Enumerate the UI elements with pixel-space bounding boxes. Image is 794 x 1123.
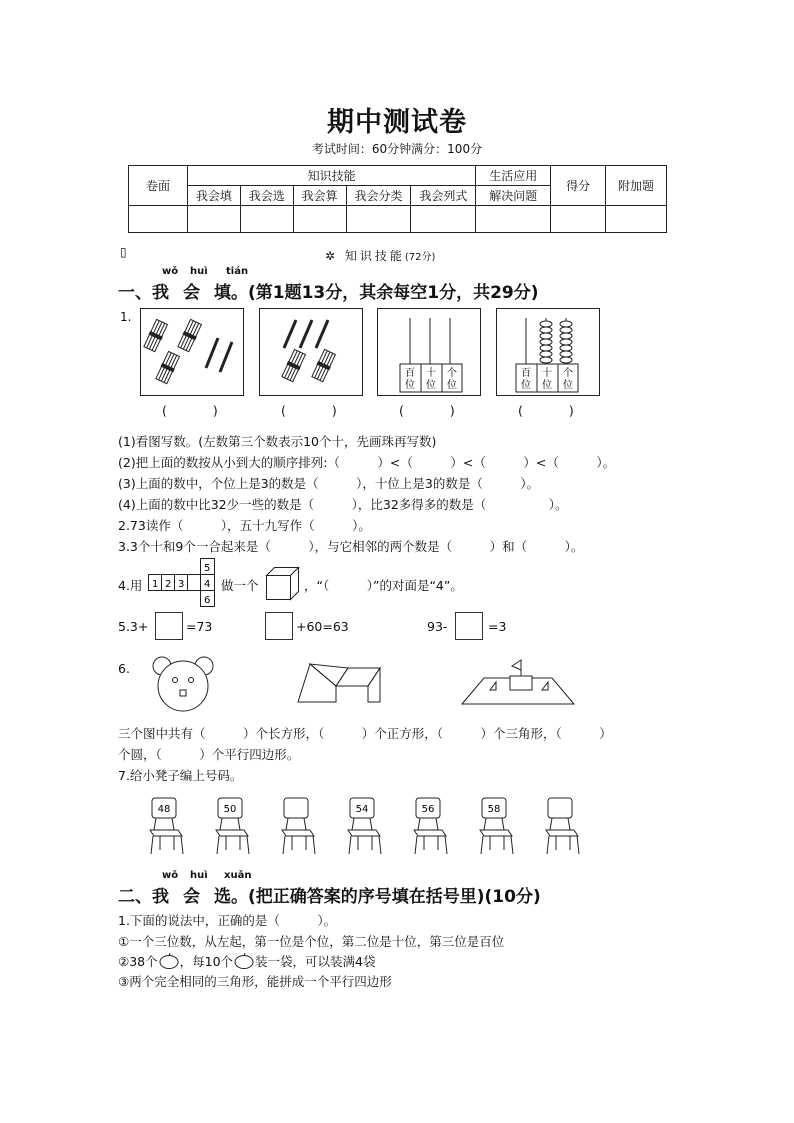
chair-number: 54: [355, 804, 369, 815]
cell-juanmian: 卷面: [129, 166, 188, 206]
abacus-label: 百: [521, 368, 531, 379]
cube-icon: [265, 566, 301, 602]
q6-line-2: 个圆，（ ）个平行四边形。: [118, 747, 300, 762]
abacus-beads: [540, 321, 572, 363]
net-face: 1: [152, 579, 159, 590]
cell-sub-5: 我会列式: [411, 186, 476, 206]
cell-zhishi: 知识技能: [187, 166, 475, 186]
stick-bundle-icon: [311, 349, 336, 382]
heading-char: 会: [183, 283, 200, 303]
q5-text: +60=63: [296, 619, 349, 634]
cell-sub-3: 我会算: [293, 186, 346, 206]
score-cell[interactable]: [240, 206, 293, 233]
answer-box[interactable]: [455, 612, 483, 640]
q4-mid: 做一个: [221, 578, 259, 593]
pinyin: huì: [190, 266, 208, 277]
star-icon: ✲: [325, 249, 339, 263]
q1-pictures: [140, 308, 602, 400]
question-number: 6.: [118, 661, 130, 676]
score-cell[interactable]: [129, 206, 188, 233]
abacus-label: 十: [426, 368, 436, 379]
q4-suffix: ，“（ ）”的对面是“4”。: [304, 578, 463, 593]
q4-prefix: 4.用: [118, 578, 143, 593]
section-heading-2: [118, 882, 541, 907]
abacus-label: 百: [405, 368, 415, 379]
option-part: 装一袋，可以装满4袋: [255, 954, 376, 969]
cell-defen: 得分: [551, 166, 606, 206]
answer-blank[interactable]: ( ): [518, 403, 574, 418]
marker-glyph: ▯: [120, 245, 127, 259]
score-cell[interactable]: [346, 206, 411, 233]
stick-icon: [206, 338, 232, 372]
stick-bundle-icon: [177, 319, 202, 352]
q5-text: =73: [186, 619, 213, 634]
answer-blank[interactable]: ( ): [399, 403, 455, 418]
cell-sub-1: 我会填: [187, 186, 240, 206]
pinyin: wǒ: [162, 870, 179, 881]
score-cell[interactable]: [476, 206, 551, 233]
answer-box[interactable]: [265, 612, 293, 640]
banner-label: 知识技能: [344, 249, 405, 263]
heading-prefix: 一、: [118, 283, 152, 303]
heading-prefix: 二、: [118, 887, 152, 907]
score-cell[interactable]: [551, 206, 606, 233]
heading-char: 会: [183, 887, 200, 907]
answer-blank[interactable]: ( ): [281, 403, 337, 418]
section-banner: [325, 247, 435, 264]
score-table: [128, 165, 667, 233]
question-text: 2.73读作（ ），五十九写作（ ）。: [118, 518, 371, 533]
answer-blank[interactable]: ( ): [162, 403, 218, 418]
heading-suffix: 。(把正确答案的序号填在括号里)(10分): [231, 887, 541, 907]
chair-number: 48: [157, 804, 171, 815]
abacus-label: 位: [447, 380, 457, 391]
boat-shape-icon: [460, 656, 578, 708]
q5-text: =3: [488, 619, 507, 634]
net-face: 2: [165, 579, 172, 590]
question-text: (3)上面的数中，个位上是3的数是（ ），十位上是3的数是（ ）。: [118, 476, 540, 491]
question-text: (4)上面的数中比32少一些的数是（ ），比32多得多的数是（ ）。: [118, 497, 568, 512]
chair-number: 58: [487, 804, 501, 815]
pinyin: xuǎn: [224, 870, 252, 881]
chair-icon: [546, 798, 579, 854]
pinyin: huì: [190, 870, 208, 881]
pinyin: tián: [226, 266, 249, 277]
abacus-label: 位: [426, 380, 436, 391]
cell-sub-4: 我会分类: [346, 186, 411, 206]
abacus-label: 十: [542, 368, 552, 379]
chair-number: 56: [421, 804, 435, 815]
answer-box[interactable]: [155, 612, 183, 640]
exam-info: 考试时间：60分钟满分：100分: [311, 142, 483, 156]
abacus-label: 位: [542, 380, 552, 391]
q6-line-1: 三个图中共有（ ）个长方形，（ ）个正方形，（ ）个三角形，（ ）: [118, 726, 612, 741]
heading-char: 我: [152, 887, 169, 907]
chair-icon: [282, 798, 315, 854]
option-text: ①一个三位数，从左起，第一位是个位，第二位是十位，第三位是百位: [118, 934, 505, 949]
section-heading-1: [118, 278, 539, 303]
q7-text: 7.给小凳子编上号码。: [118, 768, 243, 783]
option-part: ，每10个: [179, 954, 234, 969]
net-face: 5: [204, 563, 211, 574]
question-text: (1)看图写数。(左数第三个数表示10个十，先画珠再写数): [118, 434, 437, 449]
question-text: (2)把上面的数按从小到大的顺序排列:（ ）<（ ）<（ ）<（ ）。: [118, 455, 616, 470]
net-face: 6: [204, 595, 211, 606]
stick-bundle-icon: [143, 319, 168, 352]
option-text: [118, 952, 376, 970]
heading-suffix: 。(第1题13分，其余每空1分，共29分): [231, 283, 539, 303]
cell-shenghuo: 生活应用: [476, 166, 551, 186]
abacus-label: 个: [447, 368, 457, 379]
page-title: 期中测试卷: [327, 107, 467, 138]
abacus-label: 位: [563, 380, 573, 391]
cell-sub-6: 解决问题: [476, 186, 551, 206]
abacus-label: 个: [563, 368, 573, 379]
question-text: 3.3个十和9个一合起来是（ ），与它相邻的两个数是（ ）和（ ）。: [118, 539, 584, 554]
heading-char: 选: [214, 887, 231, 907]
q5-text: 93-: [427, 619, 448, 634]
option-text: ③两个完全相同的三角形，能拼成一个平行四边形: [118, 974, 392, 989]
chair-number: 50: [223, 804, 237, 815]
heading-char: 填: [214, 283, 231, 303]
question-number: 1.: [120, 310, 132, 324]
abacus-label: 位: [405, 380, 415, 391]
apple-icon: [233, 953, 255, 969]
abacus-label: 位: [521, 380, 531, 391]
option-part: ②38个: [118, 954, 158, 969]
q5-text: 5.3+: [118, 619, 149, 634]
stick-bundle-icon: [281, 349, 306, 382]
stick-icon: [284, 320, 328, 348]
net-face: 3: [178, 579, 185, 590]
cube-net-icon: [146, 556, 218, 610]
chairs-row: [140, 796, 600, 858]
heading-char: 我: [152, 283, 169, 303]
score-cell[interactable]: [606, 206, 667, 233]
stick-bundle-icon: [155, 351, 180, 384]
score-cell[interactable]: [411, 206, 476, 233]
apple-icon: [158, 953, 180, 969]
score-cell[interactable]: [187, 206, 240, 233]
folded-strip-icon: [296, 660, 384, 704]
banner-points: (72分): [404, 252, 436, 263]
net-face: 4: [204, 579, 211, 590]
question-text: 1.下面的说法中，正确的是（ ）。: [118, 913, 337, 928]
score-cell[interactable]: [293, 206, 346, 233]
cell-sub-2: 我会选: [240, 186, 293, 206]
pinyin: wǒ: [162, 266, 179, 277]
bear-face-icon: [150, 652, 220, 714]
cell-fujia: 附加题: [606, 166, 667, 206]
